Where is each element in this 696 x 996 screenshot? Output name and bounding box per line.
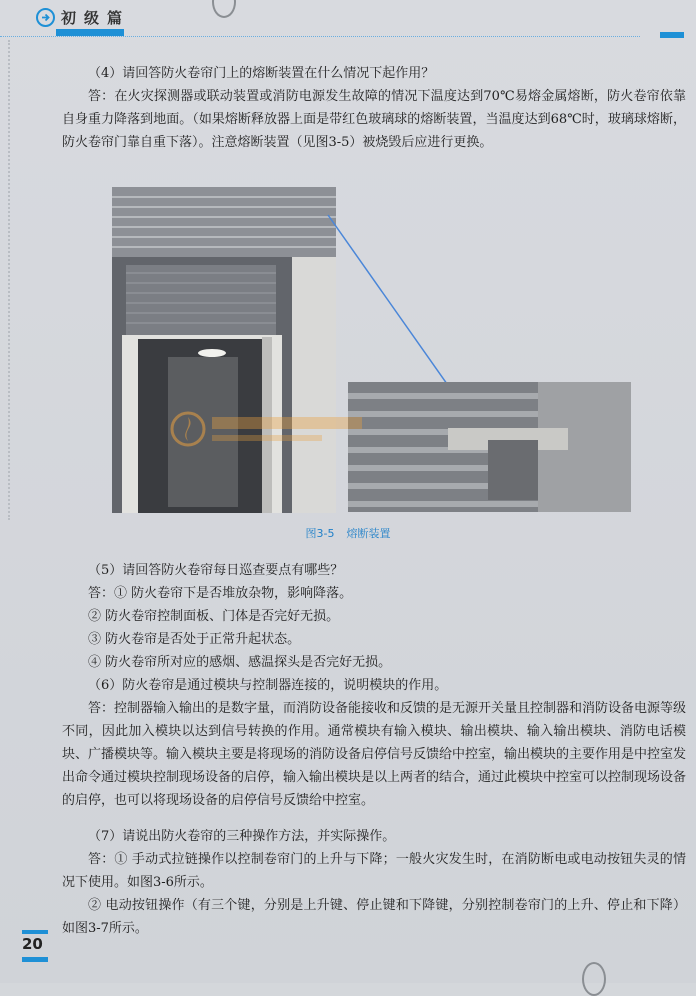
section-title: 初级篇	[61, 9, 131, 27]
page-header	[0, 0, 696, 50]
figure-3-5-inset-photo	[348, 382, 631, 512]
page-number: 20	[22, 935, 43, 953]
q7-block	[62, 825, 686, 940]
arrow-right-circle-icon	[36, 8, 55, 27]
page-number-bar-bottom	[22, 957, 48, 962]
figure-title: 熔断装置	[346, 527, 391, 540]
q5-item: ③ 防火卷帘是否处于正常升起状态。	[88, 632, 301, 647]
watermark-logo-icon	[166, 405, 386, 455]
q5-item: 答：① 防火卷帘下是否堆放杂物，影响降落。	[88, 586, 353, 601]
q6-block	[62, 674, 686, 812]
header-divider	[0, 36, 640, 37]
figure-caption	[0, 525, 696, 541]
q5-item: ④ 防火卷帘所对应的感烟、感温探头是否完好无损。	[88, 655, 392, 670]
q7-answer-2: ② 电动按钮操作（有三个键，分别是上升键、停止键和下降键，分别控制卷帘门的上升、停止和下降）如图3-7所示。	[62, 898, 686, 936]
q5-item: ② 防火卷帘控制面板、门体是否完好无损。	[88, 609, 340, 624]
q5-question: （5）请回答防火卷帘每日巡查要点有哪些？	[88, 563, 344, 578]
page-number-bar-top	[22, 930, 48, 934]
q5-block	[62, 559, 686, 674]
header-accent-bar	[56, 29, 124, 36]
q7-answer-1: 答：① 手动式拉链操作以控制卷帘门的上升与下降；一般火灾发生时，在消防断电或电动按钮失灵的情况下使用。如图3-6所示。	[62, 852, 686, 890]
figure-3-5-main-photo	[112, 187, 336, 513]
q7-question: （7）请说出防火卷帘的三种操作方法，并实际操作。	[88, 829, 396, 844]
q6-question: （6）防火卷帘是通过模块与控制器连接的，说明模块的作用。	[88, 678, 448, 693]
right-accent-bar	[660, 32, 684, 38]
q6-answer: 答：控制器输入输出的是数字量，而消防设备能接收和反馈的是无源开关量且控制器和消防设备电源等级不同，因此加入模块以达到信号转换的作用。通常模块有输入模块、输出模块、输入输出模块、消防电话模块、广播模块等。输入模块主要是将现场的消防设备启停信号反馈给中控室，输出模块的主要作用是中控室发出命令通过模块控制现场设备的启停，输入输出模块是以上两者的结合，通过此模块中控室可以控制现场设备的启停，也可以将现场设备的启停信号反馈给中控室。	[62, 701, 687, 808]
q4-question: （4）请回答防火卷帘门上的熔断装置在什么情况下起作用？	[88, 66, 435, 81]
binder-ring-icon	[582, 962, 606, 996]
q4-block	[62, 62, 686, 154]
binding-margin	[8, 40, 10, 520]
figure-number: 图3-5	[305, 527, 335, 540]
q4-answer: 答：在火灾探测器或联动装置或消防电源发生故障的情况下温度达到70℃易熔金属熔断，防火卷帘依靠自身重力降落到地面。（如果熔断释放器上面是带红色玻璃球的熔断装置，当温度达到68℃时，玻璃球熔断，防火卷帘门靠自重下落）。注意熔断装置（见图3-5）被烧毁后应进行更换。	[62, 89, 686, 150]
